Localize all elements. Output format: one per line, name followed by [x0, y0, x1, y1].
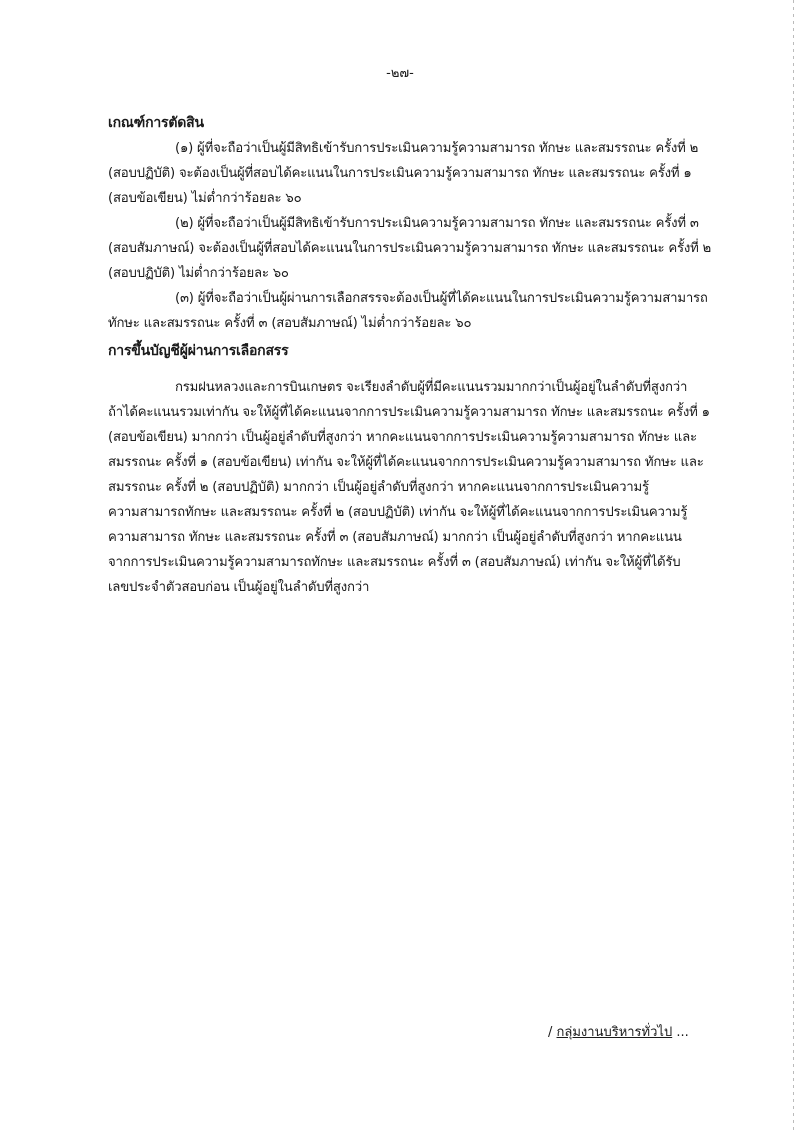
criteria-line: (๑) ผู้ที่จะถือว่าเป็นผู้มีสิทธิเข้ารับการประเมินความรู้ความสามารถ ทักษะ และสมรรถนะ ครั้งที่ ๒ — [175, 141, 699, 156]
ranking-line: สมรรถนะ ครั้งที่ ๒ (สอบปฏิบัติ) มากกว่า เป็นผู้อยู่ลำดับที่สูงกว่า หากคะแนนจากการประเมินความรู้ — [108, 480, 649, 495]
ranking-line: ความสามารถ ทักษะ และสมรรถนะ ครั้งที่ ๓ (สอบสัมภาษณ์) มากกว่า เป็นผู้อยู่ลำดับที่สูงกว่า หากคะแนน — [108, 530, 682, 545]
ranking-line: เลขประจำตัวสอบก่อน เป็นผู้อยู่ในลำดับที่สูงกว่า — [108, 580, 370, 595]
footer-next-section: กลุ่มงานบริหารทั่วไป — [556, 1025, 673, 1040]
criteria-line: (สอบสัมภาษณ์) จะต้องเป็นผู้ที่สอบได้คะแนนในการประเมินความรู้ความสามารถ ทักษะ และสมรรถนะ ครั้งที่ ๒ — [108, 241, 712, 256]
page-number: -๒๗- — [386, 66, 414, 81]
ranking-line: จากการประเมินความรู้ความสามารถทักษะ และสมรรถนะ ครั้งที่ ๓ (สอบสัมภาษณ์) เท่ากัน จะให้ผู้ที่ได้รับ — [108, 555, 681, 570]
footer-continuation — [548, 1021, 689, 1042]
scan-edge-artifact — [793, 0, 794, 1131]
ranking-line: ความสามารถทักษะ และสมรรถนะ ครั้งที่ ๒ (สอบปฏิบัติ) เท่ากัน จะให้ผู้ที่ได้คะแนนจากการประเมินความรู้ — [108, 505, 688, 520]
criteria-line: (๓) ผู้ที่จะถือว่าเป็นผู้ผ่านการเลือกสรรจะต้องเป็นผู้ที่ได้คะแนนในการประเมินความรู้ความสามารถ — [175, 291, 708, 306]
ranking-line: กรมฝนหลวงและการบินเกษตร จะเรียงลำดับผู้ที่มีคะแนนรวมมากกว่าเป็นผู้อยู่ในลำดับที่สูงกว่า — [175, 380, 688, 395]
criteria-line: (สอบข้อเขียน) ไม่ต่ำกว่าร้อยละ ๖๐ — [108, 191, 302, 206]
section-heading-judging-criteria: เกณฑ์การตัดสิน — [108, 115, 204, 131]
ranking-line: (สอบข้อเขียน) มากกว่า เป็นผู้อยู่ลำดับที่สูงกว่า หากคะแนนจากการประเมินความรู้ความสามารถ ทักษะ และ — [108, 430, 697, 445]
criteria-line: (๒) ผู้ที่จะถือว่าเป็นผู้มีสิทธิเข้ารับการประเมินความรู้ความสามารถ ทักษะ และสมรรถนะ ครั้งที่ ๓ — [175, 216, 699, 231]
ranking-line: สมรรถนะ ครั้งที่ ๑ (สอบข้อเขียน) เท่ากัน จะให้ผู้ที่ได้คะแนนจากการประเมินความรู้ความสามารถ ทักษะ และ — [108, 455, 704, 470]
footer-ellipsis: ... — [672, 1025, 689, 1040]
ranking-line: ถ้าได้คะแนนรวมเท่ากัน จะให้ผู้ที่ได้คะแนนจากการประเมินความรู้ความสามารถ ทักษะ และสมรรถนะ ครั้งที่ ๑ — [108, 405, 710, 420]
section-heading-ranking-list: การขึ้นบัญชีผู้ผ่านการเลือกสรร — [108, 343, 289, 359]
criteria-line: ทักษะ และสมรรถนะ ครั้งที่ ๓ (สอบสัมภาษณ์) ไม่ต่ำกว่าร้อยละ ๖๐ — [108, 316, 472, 331]
footer-slash: / — [548, 1025, 557, 1040]
criteria-line: (สอบปฏิบัติ) จะต้องเป็นผู้ที่สอบได้คะแนนในการประเมินความรู้ความสามารถ ทักษะ และสมรรถนะ ครั้งที่ ๑ — [108, 166, 692, 181]
criteria-line: (สอบปฏิบัติ) ไม่ต่ำกว่าร้อยละ ๖๐ — [108, 266, 289, 281]
